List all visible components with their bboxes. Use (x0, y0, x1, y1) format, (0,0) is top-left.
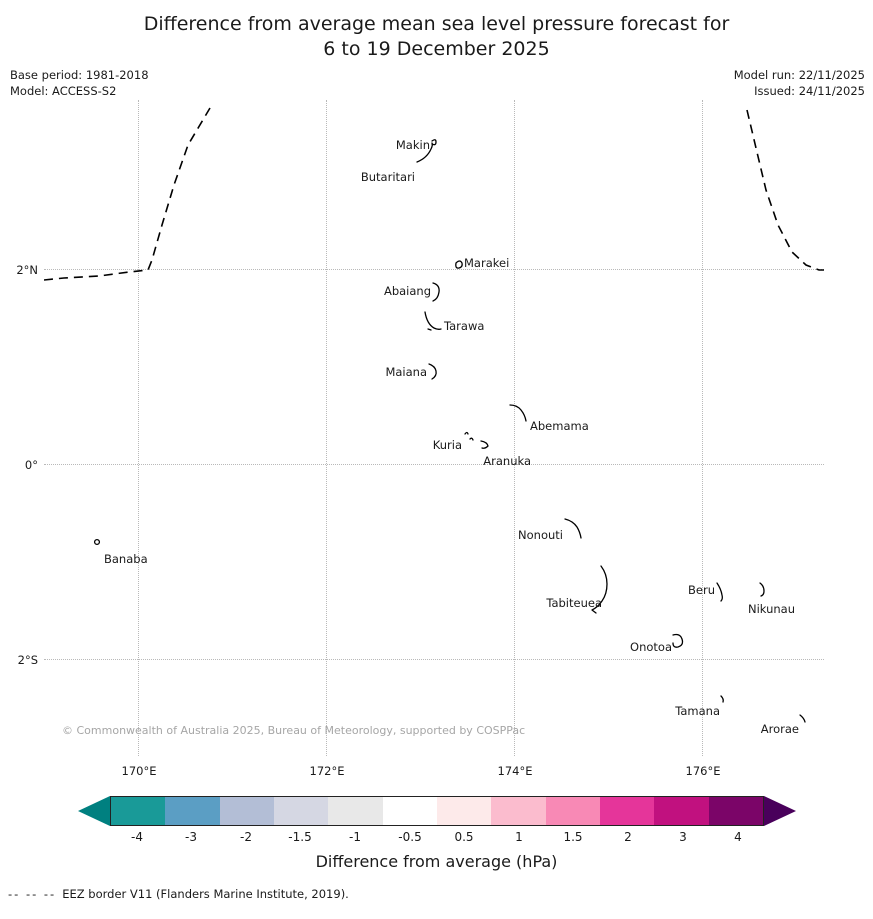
colorbar-tick-label: 1.5 (563, 830, 583, 844)
colorbar-segment (491, 796, 545, 826)
colorbar-title: Difference from average (hPa) (315, 852, 558, 871)
island-label-banaba: Banaba (104, 552, 148, 566)
colorbar-tick-label: 2 (624, 830, 632, 844)
map-plot-area (16, 100, 824, 778)
colorbar-segment (274, 796, 328, 826)
metadata-right (734, 67, 865, 99)
colorbar-segments (110, 796, 764, 826)
island-label-beru: Beru (688, 583, 715, 597)
page-title (0, 12, 873, 62)
island-label-aranuka: Aranuka (483, 454, 531, 468)
ytick-label-2n: 2°N (16, 263, 38, 277)
island-label-kuria: Kuria (432, 438, 462, 452)
colorbar-segment (165, 796, 219, 826)
colorbar-segment (328, 796, 382, 826)
footer-legend (8, 887, 349, 901)
colorbar-segment (709, 796, 764, 826)
eez-border-right (747, 110, 824, 270)
colorbar-segment (110, 796, 165, 826)
colorbar-extend-low (78, 796, 110, 826)
xtick-label-170e: 170°E (121, 764, 157, 778)
colorbar-tick-label: 4 (734, 830, 742, 844)
colorbar (0, 790, 873, 871)
colorbar-tick-label: -4 (131, 830, 143, 844)
island-label-tabiteuea: Tabiteuea (546, 596, 602, 610)
title-line-2: 6 to 19 December 2025 (323, 38, 550, 60)
colorbar-tick-label: 1 (515, 830, 523, 844)
island-label-marakei: Marakei (464, 256, 510, 270)
island-coastlines (95, 140, 805, 722)
island-label-tamana: Tamana (675, 704, 720, 718)
xtick-label-172e: 172°E (309, 764, 345, 778)
model-run-text: Model run: 22/11/2025 (733, 68, 865, 82)
colorbar-tick-label: -1.5 (288, 830, 312, 844)
colorbar-segment (383, 796, 437, 826)
island-label-arorae: Arorae (760, 722, 799, 736)
colorbar-segment (437, 796, 491, 826)
colorbar-tick-label: 0.5 (454, 830, 474, 844)
colorbar-segment (600, 796, 654, 826)
metadata-left (10, 67, 149, 99)
colorbar-segment (654, 796, 708, 826)
island-label-butaritari: Butaritari (360, 170, 415, 184)
colorbar-extend-high (764, 796, 796, 826)
base-period-text: Base period: 1981-2018 (10, 68, 149, 82)
island-label-abemama: Abemama (530, 419, 589, 433)
xtick-label-176e: 176°E (685, 764, 721, 778)
island-label-nonouti: Nonouti (518, 528, 563, 542)
eez-dash-swatch: -- -- -- (8, 887, 57, 901)
ytick-label-2s: 2°S (17, 653, 38, 667)
island-label-tarawa: Tarawa (444, 319, 485, 333)
colorbar-segment (220, 796, 274, 826)
footer-legend-text: EEZ border V11 (Flanders Marine Institute, 2019). (62, 887, 349, 901)
copyright-text: © Commonwealth of Australia 2025, Bureau of Meteorology, supported by COSPPac (62, 724, 526, 737)
colorbar-tick-label: 3 (679, 830, 687, 844)
island-label-abaiang: Abaiang (383, 284, 431, 298)
colorbar-tick-label: -1 (349, 830, 361, 844)
eez-border-left (44, 108, 210, 280)
xtick-label-174e: 174°E (497, 764, 533, 778)
colorbar-segment (546, 796, 600, 826)
ytick-label-0: 0° (24, 458, 38, 472)
island-label-makin: Makin (395, 138, 430, 152)
map-vector-layer (44, 100, 824, 756)
island-label-maiana: Maiana (385, 365, 427, 379)
colorbar-tick-label: -3 (185, 830, 197, 844)
island-label-onotoa: Onotoa (630, 640, 672, 654)
model-text: Model: ACCESS-S2 (10, 84, 117, 98)
title-line-1: Difference from average mean sea level pressure forecast for (143, 13, 730, 35)
island-label-nikunau: Nikunau (747, 602, 795, 616)
colorbar-tick-label: -2 (240, 830, 252, 844)
issued-text: Issued: 24/11/2025 (754, 84, 865, 98)
colorbar-tick-label: -0.5 (398, 830, 422, 844)
